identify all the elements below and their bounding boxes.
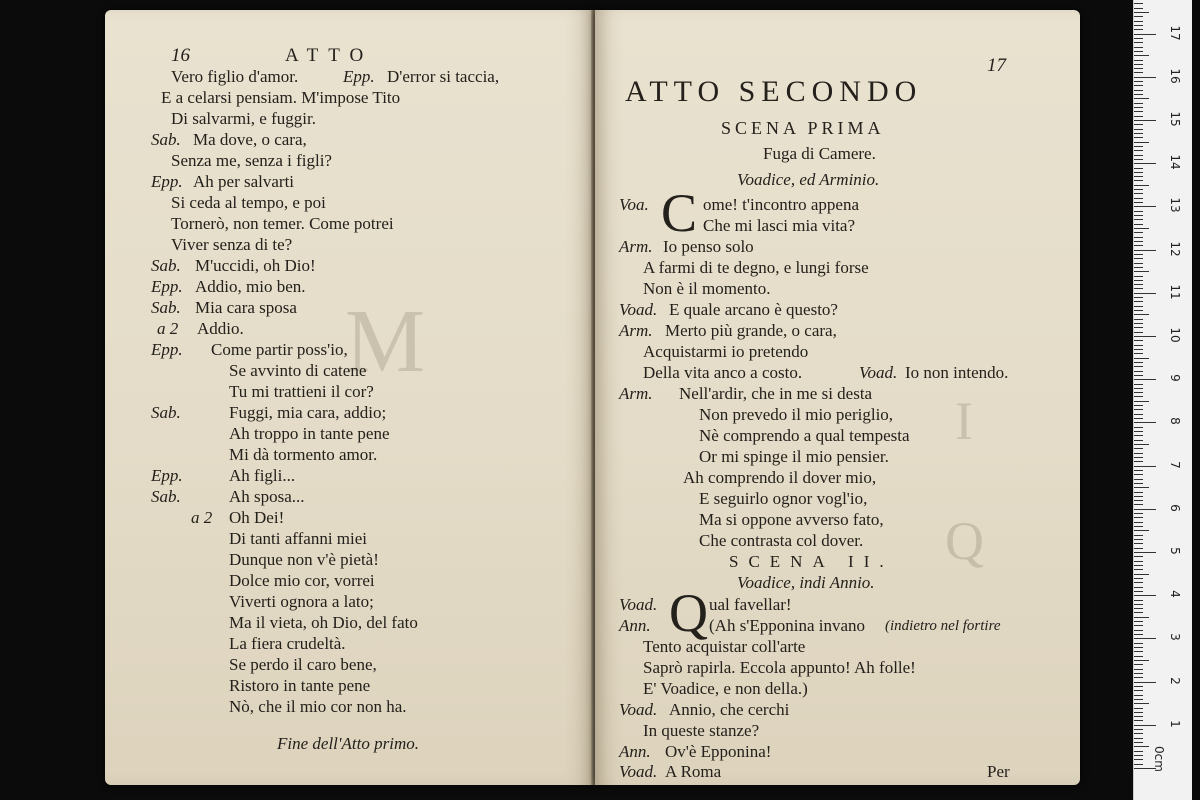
- ruler-tick: [1134, 176, 1143, 177]
- verse-line: Non prevedo il mio periglio,: [699, 405, 894, 424]
- speaker-label: Sab.: [151, 130, 181, 149]
- ruler-tick: [1134, 625, 1143, 626]
- ruler-tick: [1134, 332, 1143, 333]
- ruler-tick: [1134, 168, 1143, 169]
- speaker-label: Epp.: [151, 466, 183, 485]
- ruler-tick: [1134, 457, 1143, 458]
- ruler-tick: [1134, 617, 1149, 618]
- ruler-tick: [1134, 453, 1143, 454]
- ruler-tick: [1134, 301, 1143, 302]
- ruler-tick: [1134, 336, 1156, 337]
- verse-line: ual favellar!: [709, 595, 792, 614]
- scene-heading-2: SCENA II.: [729, 552, 894, 571]
- speaker-label: Epp.: [151, 340, 183, 359]
- verse-line: Ma dove, o cara,: [193, 130, 307, 149]
- verse-line: Della vita anco a costo.: [643, 363, 803, 382]
- ruler-tick: [1134, 418, 1143, 419]
- ruler-tick: [1134, 500, 1143, 501]
- ruler-tick: [1134, 738, 1143, 739]
- ruler-tick: [1134, 42, 1143, 43]
- scene-heading: SCENA PRIMA: [721, 118, 885, 138]
- ruler-tick: [1134, 323, 1143, 324]
- ruler-tick: [1134, 47, 1143, 48]
- verse-line: Dunque non v'è pietà!: [229, 550, 379, 569]
- verse-line: Oh Dei!: [229, 508, 285, 527]
- ruler-tick: [1134, 401, 1149, 402]
- ruler-tick: [1134, 155, 1143, 156]
- ruler-tick: [1134, 163, 1156, 164]
- ruler-label: 1: [1168, 719, 1182, 728]
- ruler-tick: [1134, 621, 1143, 622]
- verse-line: Ov'è Epponina!: [665, 742, 772, 761]
- ruler-tick: [1134, 578, 1143, 579]
- ruler-tick: [1134, 422, 1156, 423]
- ruler-tick: [1134, 202, 1143, 203]
- ruler-tick: [1134, 211, 1143, 212]
- verse-line: Ah troppo in tante pene: [229, 424, 390, 443]
- ruler-tick: [1134, 353, 1143, 354]
- ruler-tick: [1134, 660, 1149, 661]
- ruler-tick: [1134, 232, 1143, 233]
- ruler-label: 7: [1168, 460, 1182, 469]
- ruler-tick: [1134, 185, 1149, 186]
- ruler-tick: [1134, 293, 1156, 294]
- ruler-tick: [1134, 219, 1143, 220]
- ruler-tick: [1134, 133, 1143, 134]
- speaker-label: Voad.: [619, 300, 658, 319]
- verse-line: Mi dà tormento amor.: [229, 445, 378, 464]
- ruler-label: 13: [1168, 197, 1182, 214]
- ruler-tick: [1134, 34, 1156, 35]
- ruler-tick: [1134, 81, 1143, 82]
- ruler-tick: [1134, 146, 1143, 147]
- ruler-tick: [1134, 388, 1143, 389]
- ruler-tick: [1134, 716, 1143, 717]
- verse-line: (Ah s'Epponina invano: [709, 616, 866, 635]
- verse-line: Ah figli...: [229, 466, 296, 485]
- ruler-tick: [1134, 85, 1143, 86]
- ruler-tick: [1134, 3, 1143, 4]
- ruler-tick: [1134, 263, 1143, 264]
- ruler-tick: [1134, 72, 1143, 73]
- ruler-label: 9: [1168, 374, 1182, 382]
- ruler-tick: [1134, 496, 1143, 497]
- verse-line: Ma si oppone avverso fato,: [699, 510, 884, 529]
- ruler-label: 11: [1168, 284, 1182, 300]
- running-head-left: ATTO: [285, 45, 374, 66]
- verse-line: Come partir poss'io,: [211, 340, 348, 359]
- ruler-label: 4: [1168, 590, 1182, 598]
- verse-line: Viver senza di te?: [171, 235, 293, 254]
- ruler-label: 15: [1168, 111, 1182, 127]
- ruler-tick: [1134, 600, 1143, 601]
- speaker-label: Ann.: [619, 742, 651, 761]
- ruler-tick: [1134, 267, 1143, 268]
- ruler-tick: [1134, 720, 1143, 721]
- ruler-tick: [1134, 522, 1143, 523]
- ruler-tick: [1134, 530, 1149, 531]
- verse-line: Senza me, senza i figli?: [171, 151, 332, 170]
- ruler-tick: [1134, 634, 1143, 635]
- ruler-tick: [1134, 60, 1143, 61]
- catchword: Per: [987, 762, 1010, 781]
- bleed-through-letter: Q: [945, 511, 984, 571]
- verse-line: A farmi di te degno, e lungi forse: [643, 258, 869, 277]
- verse-line: Addio.: [197, 319, 244, 338]
- right-page: [595, 10, 1080, 785]
- ruler-tick: [1134, 224, 1143, 225]
- ruler-tick: [1134, 733, 1143, 734]
- ruler-tick: [1134, 206, 1156, 207]
- ruler-tick: [1134, 254, 1143, 255]
- ruler-tick: [1134, 198, 1143, 199]
- ruler-tick: [1134, 258, 1143, 259]
- ruler-tick: [1134, 271, 1149, 272]
- ruler-tick: [1134, 327, 1143, 328]
- ruler-tick: [1134, 699, 1143, 700]
- ruler-tick: [1134, 159, 1143, 160]
- ruler-tick: [1134, 755, 1143, 756]
- ruler-tick: [1134, 427, 1143, 428]
- ruler-tick: [1134, 193, 1143, 194]
- ruler-tick: [1134, 358, 1149, 359]
- speaker-label: Sab.: [151, 298, 181, 317]
- verse-line: M'uccidi, oh Dio!: [195, 256, 316, 275]
- page-number-left: 16: [171, 45, 190, 66]
- ruler-tick: [1134, 284, 1143, 285]
- speaker-label: Ann.: [619, 616, 651, 635]
- ruler-tick: [1134, 556, 1143, 557]
- speaker-label: a 2: [191, 508, 213, 527]
- ruler-tick: [1134, 440, 1143, 441]
- ruler-tick: [1134, 513, 1143, 514]
- ruler-tick: [1134, 604, 1143, 605]
- drop-cap: C: [661, 183, 698, 243]
- ruler-tick: [1134, 509, 1156, 510]
- ruler-tick: [1134, 142, 1149, 143]
- verse-line: Vero figlio d'amor.: [171, 67, 299, 86]
- verse-line: Io non intendo.: [905, 363, 1009, 382]
- ruler-tick: [1134, 64, 1143, 65]
- end-of-act-note: Fine dell'Atto primo.: [277, 734, 419, 753]
- verse-line: Tu mi trattieni il cor?: [229, 382, 374, 401]
- ruler-tick: [1134, 98, 1149, 99]
- ruler-tick: [1134, 150, 1143, 151]
- ruler-tick: [1134, 314, 1149, 315]
- speaker-label: Arm.: [619, 384, 653, 403]
- verse-line: Fuggi, mia cara, addio;: [229, 403, 387, 422]
- ruler-tick: [1134, 466, 1156, 467]
- scene-setting: Fuga di Camere.: [763, 144, 876, 163]
- ruler-tick: [1134, 535, 1143, 536]
- verse-line: Se avvinto di catene: [229, 361, 367, 380]
- verse-line: Ma il vieta, oh Dio, del fato: [229, 613, 418, 632]
- verse-line: Ah sposa...: [229, 487, 305, 506]
- stage-direction: (indietro nel fortire: [885, 618, 1001, 634]
- ruler-label: 16: [1168, 68, 1182, 84]
- drop-cap: Q: [669, 583, 708, 643]
- speaker-label: Sab.: [151, 403, 181, 422]
- open-book: [105, 10, 1080, 785]
- verse-line: Annio, che cerchi: [669, 700, 790, 719]
- ruler-tick: [1134, 483, 1143, 484]
- ruler-tick: [1134, 565, 1143, 566]
- ruler-tick: [1134, 94, 1143, 95]
- ruler-tick: [1134, 29, 1143, 30]
- speaker-label: Voad.: [619, 762, 658, 781]
- verse-line: Tento acquistar coll'arte: [643, 637, 806, 656]
- ruler-tick: [1134, 552, 1156, 553]
- bleed-through-letter: I: [955, 391, 973, 451]
- verse-line: Che contrasta col dover.: [699, 531, 864, 550]
- ruler-tick: [1134, 189, 1143, 190]
- ruler-tick: [1134, 116, 1143, 117]
- ruler-tick: [1134, 237, 1143, 238]
- speaker-label: Epp.: [343, 67, 375, 86]
- ruler-tick: [1134, 297, 1143, 298]
- ruler-tick: [1134, 461, 1143, 462]
- ruler-tick: [1134, 392, 1143, 393]
- verse-line: Addio, mio ben.: [195, 277, 306, 296]
- ruler-tick: [1134, 21, 1143, 22]
- ruler-tick: [1134, 111, 1143, 112]
- verse-line: Ristoro in tante pene: [229, 676, 371, 695]
- ruler-tick: [1134, 742, 1143, 743]
- ruler-tick: [1134, 582, 1143, 583]
- ruler-tick: [1134, 129, 1143, 130]
- ruler-tick: [1134, 651, 1143, 652]
- ruler-tick: [1134, 703, 1149, 704]
- ruler-tick: [1134, 180, 1143, 181]
- ruler-tick: [1134, 647, 1143, 648]
- verse-line: Nò, che il mio cor non ha.: [229, 697, 407, 716]
- ruler-tick: [1134, 90, 1143, 91]
- ruler-tick: [1134, 643, 1143, 644]
- ruler-tick: [1134, 16, 1143, 17]
- ruler-label: 2: [1168, 676, 1182, 685]
- left-page: [105, 10, 593, 785]
- ruler-tick: [1134, 172, 1143, 173]
- ruler-tick: [1134, 250, 1156, 251]
- measurement-ruler: [1133, 0, 1192, 800]
- verse-line: Nè comprendo a qual tempesta: [699, 426, 910, 445]
- ruler-label: 3: [1168, 633, 1182, 642]
- ruler-tick: [1134, 276, 1143, 277]
- ruler-tick: [1134, 539, 1143, 540]
- ruler-tick: [1134, 366, 1143, 367]
- verse-line: La fiera crudeltà.: [229, 634, 346, 653]
- ruler-tick: [1134, 414, 1143, 415]
- ruler-tick: [1134, 725, 1156, 726]
- ruler-tick: [1134, 690, 1143, 691]
- ruler-tick: [1134, 68, 1143, 69]
- ruler-tick: [1134, 55, 1149, 56]
- verse-line: Or mi spinge il mio pensier.: [699, 447, 889, 466]
- ruler-tick: [1134, 431, 1143, 432]
- ruler-tick: [1134, 215, 1143, 216]
- verse-line: Viverti ognora a lato;: [229, 592, 374, 611]
- ruler-tick: [1134, 405, 1143, 406]
- verse-line: Se perdo il caro bene,: [229, 655, 377, 674]
- ruler-tick: [1134, 474, 1143, 475]
- speaker-label: Sab.: [151, 256, 181, 275]
- verse-line: Si ceda al tempo, e poi: [171, 193, 326, 212]
- ruler-tick: [1134, 310, 1143, 311]
- verse-line: A Roma: [665, 762, 722, 781]
- verse-line: Mia cara sposa: [195, 298, 297, 317]
- speaker-label: Epp.: [151, 172, 183, 191]
- verse-line: E' Voadice, e non della.): [643, 679, 808, 698]
- ruler-tick: [1134, 569, 1143, 570]
- ruler-label: 17: [1168, 24, 1182, 41]
- verse-line: Saprò rapirla. Eccola appunto! Ah folle!: [643, 658, 916, 677]
- speaker-label: Epp.: [151, 277, 183, 296]
- ruler-tick: [1134, 103, 1143, 104]
- ruler-tick: [1134, 435, 1143, 436]
- ruler-label: 12: [1168, 240, 1182, 257]
- ruler-tick: [1134, 708, 1143, 709]
- verse-line: Merto più grande, o cara,: [665, 321, 837, 340]
- verse-line: Dolce mio cor, vorrei: [229, 571, 375, 590]
- ruler-tick: [1134, 682, 1156, 683]
- ruler-tick: [1134, 280, 1143, 281]
- ruler-tick: [1134, 345, 1143, 346]
- ruler-label: 6: [1168, 503, 1182, 512]
- ruler-tick: [1134, 245, 1143, 246]
- verse-line: Di tanti affanni miei: [229, 529, 368, 548]
- verse-line: Acquistarmi io pretendo: [643, 342, 809, 361]
- speaker-label: Arm.: [619, 321, 653, 340]
- ruler-tick: [1134, 587, 1143, 588]
- ruler-label: 14: [1168, 154, 1182, 170]
- ruler-tick: [1134, 241, 1143, 242]
- ruler-tick: [1134, 38, 1143, 39]
- ruler-tick: [1134, 444, 1149, 445]
- ruler-tick: [1134, 574, 1149, 575]
- ruler-tick: [1134, 656, 1143, 657]
- speaker-label: Sab.: [151, 487, 181, 506]
- ruler-tick: [1134, 630, 1143, 631]
- verse-line: Di salvarmi, e fuggir.: [171, 109, 316, 128]
- ruler-tick: [1134, 124, 1143, 125]
- ruler-tick: [1134, 319, 1143, 320]
- ruler-tick: [1134, 384, 1143, 385]
- verse-line: E quale arcano è questo?: [669, 300, 838, 319]
- ruler-tick: [1134, 396, 1143, 397]
- speaker-label: a 2: [157, 319, 179, 338]
- bleed-through-watermark: M: [345, 292, 426, 391]
- ruler-tick: [1134, 340, 1143, 341]
- verse-line: E seguirlo ognor vogl'io,: [699, 489, 868, 508]
- ruler-tick: [1134, 517, 1143, 518]
- verse-line: D'error si taccia,: [387, 67, 500, 86]
- ruler-label: 5: [1168, 547, 1182, 555]
- ruler-tick: [1134, 673, 1143, 674]
- ruler-label: 10: [1168, 327, 1182, 343]
- ruler-tick: [1134, 664, 1143, 665]
- ruler-tick: [1134, 120, 1156, 121]
- ruler-tick: [1134, 8, 1143, 9]
- speaker-label: Voad.: [619, 700, 658, 719]
- ruler-tick: [1134, 686, 1143, 687]
- verse-line: E a celarsi pensiam. M'impose Tito: [161, 88, 401, 107]
- ruler-tick: [1134, 306, 1143, 307]
- ruler-label: 8: [1168, 417, 1182, 426]
- verse-line: Ah comprendo il dover mio,: [683, 468, 877, 487]
- ruler-tick: [1134, 479, 1143, 480]
- ruler-tick: [1134, 12, 1149, 13]
- ruler-tick: [1134, 228, 1149, 229]
- ruler-tick: [1134, 288, 1143, 289]
- ruler-tick: [1134, 638, 1156, 639]
- ruler-tick: [1134, 51, 1143, 52]
- ruler-tick: [1134, 137, 1143, 138]
- ruler-tick: [1134, 375, 1143, 376]
- scene-characters: Voadice, ed Arminio.: [737, 170, 880, 189]
- speaker-label: Voad.: [859, 363, 898, 382]
- ruler-tick: [1134, 759, 1143, 760]
- verse-line: Io penso solo: [663, 237, 754, 256]
- ruler-tick: [1134, 712, 1143, 713]
- ruler-tick: [1134, 349, 1143, 350]
- ruler-tick: [1134, 591, 1143, 592]
- ruler-tick: [1134, 77, 1156, 78]
- ruler-tick: [1134, 526, 1143, 527]
- ruler-tick: [1134, 487, 1149, 488]
- ruler-tick: [1134, 504, 1143, 505]
- verse-line: In queste stanze?: [643, 721, 760, 740]
- ruler-tick: [1134, 107, 1143, 108]
- ruler-tick: [1134, 25, 1143, 26]
- scene-characters-2: Voadice, indi Annio.: [737, 573, 875, 592]
- ruler-tick: [1134, 548, 1143, 549]
- ruler-tick: [1134, 561, 1143, 562]
- ruler-tick: [1134, 677, 1143, 678]
- ruler-tick: [1134, 746, 1149, 747]
- ruler-tick: [1134, 448, 1143, 449]
- ruler-zero-label: 0cm: [1151, 746, 1166, 772]
- ruler-tick: [1134, 470, 1143, 471]
- ruler-tick: [1134, 669, 1143, 670]
- verse-line: ome! t'incontro appena: [703, 195, 860, 214]
- ruler-tick: [1134, 695, 1143, 696]
- ruler-tick: [1134, 729, 1143, 730]
- verse-line: Ah per salvarti: [193, 172, 295, 191]
- ruler-tick: [1134, 595, 1156, 596]
- ruler-tick: [1134, 371, 1143, 372]
- speaker-label: Voa.: [619, 195, 649, 214]
- verse-line: Che mi lasci mia vita?: [703, 216, 856, 235]
- ruler-tick: [1134, 751, 1143, 752]
- act-title: ATTO SECONDO: [625, 75, 923, 108]
- ruler-tick: [1134, 612, 1143, 613]
- verse-line: Non è il momento.: [643, 279, 771, 298]
- ruler-tick: [1134, 362, 1143, 363]
- page-number-right: 17: [987, 55, 1006, 76]
- speaker-label: Arm.: [619, 237, 653, 256]
- speaker-label: Voad.: [619, 595, 658, 614]
- ruler-tick: [1134, 543, 1143, 544]
- verse-line: Nell'ardir, che in me si desta: [679, 384, 873, 403]
- ruler-tick: [1134, 764, 1143, 765]
- ruler-tick: [1134, 492, 1143, 493]
- ruler-tick: [1134, 379, 1156, 380]
- ruler-tick: [1134, 608, 1143, 609]
- verse-line: Tornerò, non temer. Come potrei: [171, 214, 394, 233]
- ruler-tick: [1134, 409, 1143, 410]
